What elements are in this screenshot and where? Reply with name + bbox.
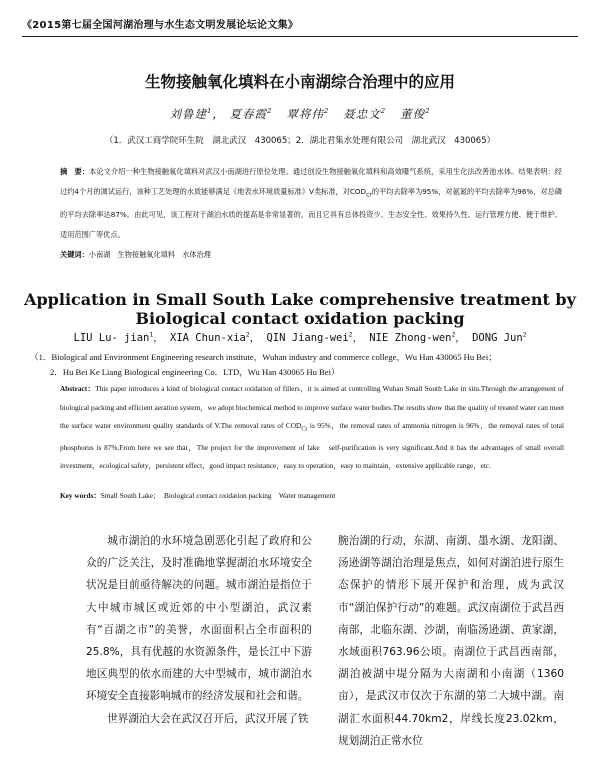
author-name: 覃将伟 bbox=[286, 107, 324, 121]
english-keywords bbox=[60, 491, 560, 501]
abstract-label: Abstract： bbox=[60, 384, 96, 393]
author-sup: 2 bbox=[267, 107, 273, 116]
chinese-abstract bbox=[60, 162, 562, 245]
abstract-text: This paper introduces a kind of biological contact oxidation of fillers，it is aimed at controlling Wuhan Small South Lake in situ.Through the arrangement of biological packing and efficient aeration system，we adopt biochemical method to improve surface water bodies.The results show that the quality of treated water can meet the surface water environment quality standards of V.The removal rates of COD bbox=[60, 384, 565, 430]
english-title-line2: Biological contact oxidation packing bbox=[135, 309, 465, 328]
author-sup: 2 bbox=[522, 331, 527, 339]
author-name: DONG Jun bbox=[472, 332, 523, 344]
author-sup: 1 bbox=[206, 107, 213, 116]
chinese-title: 生物接触氧化填料在小南湖综合治理中的应用 bbox=[144, 73, 455, 91]
header-rule bbox=[22, 36, 578, 37]
body-paragraph: 世界湖泊大会在武汉召开后，武汉开展了铁 bbox=[107, 712, 309, 725]
body-paragraph: 城市湖泊的水环境急剧恶化引起了政府和公众的广泛关注，及时准确地掌握湖泊水环境安全状况是目前亟待解决的问题。城市湖泊是指位于大中城市城区或近郊的中小型湖泊，武汉素有“百湖之市”的美誉，水面面积占全市面积的25.8%，具有优越的水资源条件，是长江中下游地区典型的依水而建的大中型城市，城市湖泊水环境安全直接影响城市的经济发展和社会和谐。 bbox=[86, 535, 312, 703]
keywords-text: 小南湖 生物接触氧化填料 水体治理 bbox=[88, 250, 211, 259]
author-name: 聂忠文 bbox=[343, 107, 381, 121]
body-column-right bbox=[338, 530, 564, 752]
author-sup: 2 bbox=[245, 331, 250, 339]
author-sup: 2 bbox=[348, 331, 353, 339]
english-affiliation-1: （1．Biological and Environment Engineering research institute，Wuhan industry and commerce college，Wu Han 430065 Hu Bei； bbox=[30, 352, 497, 362]
keywords-label: Key words： bbox=[60, 491, 101, 500]
abstract-subscript: cr bbox=[366, 191, 372, 199]
author-name: XIA Chun-xia bbox=[170, 332, 246, 344]
english-affiliation-2: 2．Hu Bei Ke Liang Biological engineering Co．LTD，Wu Han 430065 Hu Bei） bbox=[50, 367, 340, 377]
author-sup: 1 bbox=[149, 331, 154, 339]
author-sup: 2 bbox=[425, 107, 431, 116]
author-name: NIE Zhong-wen bbox=[369, 332, 452, 344]
english-affiliations bbox=[30, 350, 590, 380]
english-title bbox=[0, 290, 600, 328]
english-authors: LIU Lu- jian$^1$， XIA Chun-xia$^2$， QIN Jiang-wei$^2$， NIE Zhong-wen$^2$， DONG Jun$^2$ bbox=[73, 331, 527, 344]
author-name: 刘鲁建 bbox=[169, 107, 207, 121]
chinese-authors: 刘鲁建$^1$， 夏春霞$^2$ 覃将伟$^2$ 聂忠文$^2$ 董俊$^2$ bbox=[169, 107, 431, 121]
author-sup: 2 bbox=[451, 331, 456, 339]
keywords-label: 关键词： bbox=[60, 250, 89, 259]
chinese-affiliations: （1．武汉工商学院环生院 湖北武汉 430065；2．湖北君集水处理有限公司 湖北武汉 430065） bbox=[104, 136, 496, 146]
author-name: QIN Jiang-wei bbox=[266, 332, 349, 344]
author-sup: 2 bbox=[323, 107, 330, 116]
keywords-text: Small South Lake； Biological contact oxidation packing Water management bbox=[100, 491, 336, 500]
body-column-left bbox=[86, 530, 312, 730]
abstract-text: 本论文介绍一种生物接触氧化填料对武汉小南湖进行原位处理。通过创设生物接触氧化填料和高效曝气系统，采用生化法改善池水体。结果表明：经过约4个月的调试运行，该种工艺处理的水质能够满足《地表水环境质量标准》V类标准，对COD bbox=[60, 167, 562, 196]
author-name: LIU Lu- jian bbox=[73, 332, 150, 344]
abstract-text-cont: 的平均去除率为95%，对氨氮的平均去除率为96%，对总磷的平均去除率达87%。由此可见，该工程对于湖泊水质的提高是非常显著的，而且它具有总体投资少、生态安全性、效果持久性、运行管理方便、便于维护、适用范围广等优点。 bbox=[60, 187, 562, 240]
author-name: 夏春霞 bbox=[229, 107, 268, 121]
english-title-line1: Application in Small South Lake comprehensive treatment by bbox=[24, 290, 576, 309]
chinese-keywords bbox=[60, 250, 560, 260]
english-abstract bbox=[60, 380, 564, 476]
abstract-subscript: Cr bbox=[301, 426, 308, 433]
abstract-label: 摘 要： bbox=[60, 167, 90, 176]
author-sup: 2 bbox=[380, 107, 387, 116]
journal-header: 《2015第七届全国河湖治理与水生态文明发展论坛论文集》 bbox=[22, 20, 299, 31]
author-name: 董俊 bbox=[400, 107, 426, 121]
abstract-text-cont: is 95%，the removal rates of ammonia nitrogen is 96%，the removal rates of total phosphorus is 87%.From here we see that，The project for the improvement of lake self-purification is very significant.And it has the advantages of small overall investment，ecological safety，persistent effect，good impact resistance，easy to operation，easy to maintain，extensive applicable range，etc. bbox=[60, 421, 564, 471]
body-paragraph: 腕治湖的行动，东湖、南湖、墨水湖、龙阳湖、汤逊湖等湖泊治理是焦点，如何对湖泊进行原生态保护的情形下展开保护和治理，成为武汉市“湖泊保护行动”的难题。武汉南湖位于武昌西南部，北临东湖、沙湖，南临汤逊湖、黄家湖，水域面积763.96公顷。南湖位于武昌西南部，湖泊被湖中堤分隔为大南湖和小南湖（1360亩），是武汉市仅次于东湖的第二大城中湖。南湖汇水面积44.70km2，岸线长度23.02km，规划湖泊正常水位 bbox=[338, 535, 564, 747]
